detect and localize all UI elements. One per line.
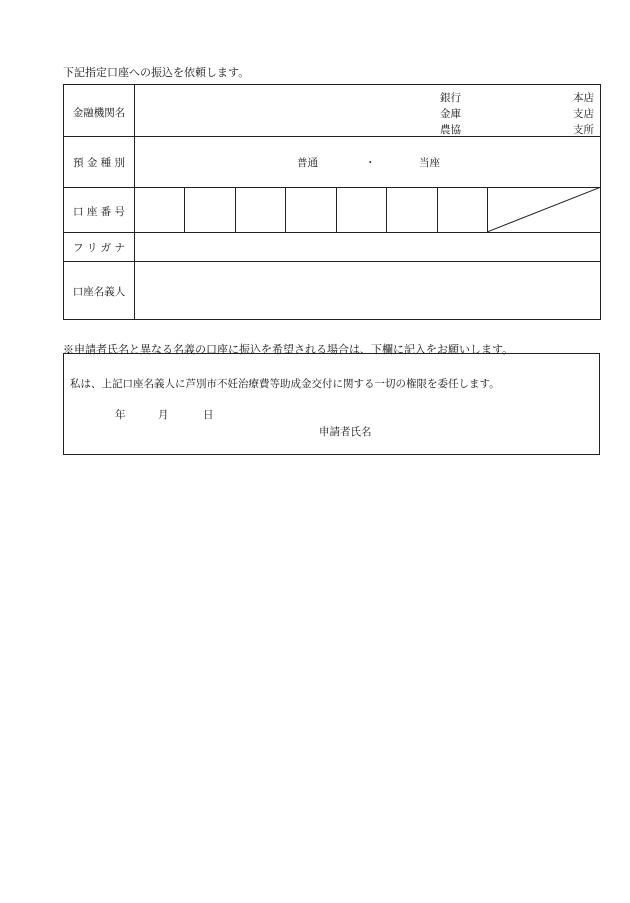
label-account-number: 口 座 番 号	[72, 206, 125, 218]
delegation-box	[63, 353, 600, 455]
furigana-field[interactable]	[135, 233, 601, 261]
deposit-option-current[interactable]: 当座	[419, 157, 440, 169]
institution-name-field[interactable]	[135, 85, 601, 136]
label-institution: 金融機関名	[72, 107, 126, 119]
deposit-option-ordinary[interactable]: 普通	[297, 157, 318, 169]
delegation-statement: 私は、上記口座名義人に芦別市不妊治療費等助成金交付に関する一切の権限を委任します。	[70, 378, 500, 390]
institution-type-shinkin: 金庫	[440, 108, 461, 120]
branch-type-sub: 支所	[573, 124, 594, 136]
date-month: 月	[158, 409, 169, 421]
account-diagonal-slash	[487, 187, 601, 232]
deposit-option-separator: ・	[365, 157, 376, 169]
label-furigana: フ リ ガ ナ	[72, 242, 125, 254]
date-day: 日	[203, 409, 214, 421]
institution-type-nokyo: 農協	[440, 124, 461, 136]
intro-text: 下記指定口座への振込を依頼します。	[63, 66, 250, 79]
account-holder-field[interactable]	[135, 262, 601, 319]
bank-account-form	[63, 84, 601, 320]
label-deposit-type: 預 金 種 別	[72, 157, 125, 169]
applicant-name-label: 申請者氏名	[319, 426, 372, 438]
branch-type-main: 本店	[573, 92, 594, 104]
label-account-holder: 口座名義人	[72, 286, 126, 298]
row-divider	[64, 136, 600, 137]
date-year: 年	[115, 409, 126, 421]
branch-type-branch: 支店	[573, 108, 594, 120]
delegation-note: ※申請者氏名と異なる名義の口座に振込を希望される場合は、下欄に記入をお願いします。	[63, 343, 514, 356]
institution-type-bank: 銀行	[440, 92, 461, 104]
account-number-field[interactable]	[135, 188, 487, 232]
